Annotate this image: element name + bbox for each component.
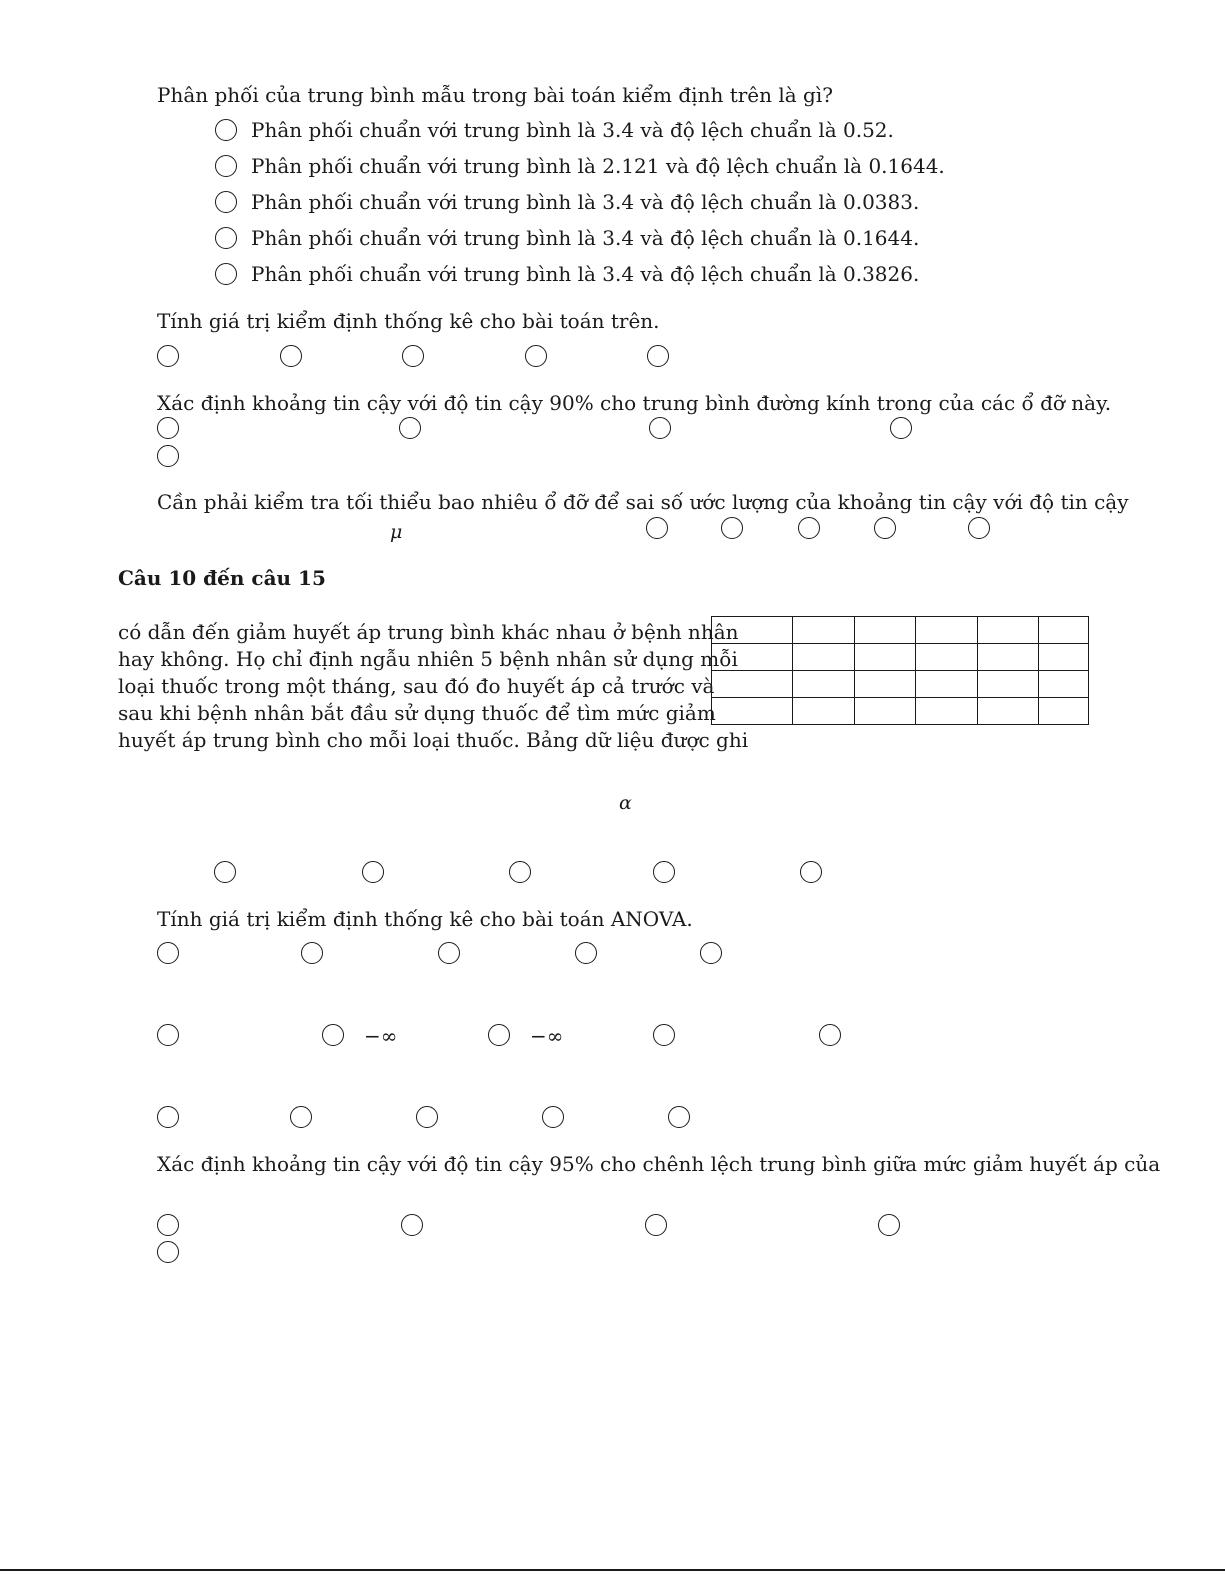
table-cell (978, 617, 1039, 644)
option-radio-2[interactable] (215, 155, 237, 177)
question-ci90-prompt: Xác định khoảng tin cậy với độ tin cậy 90% cho trung bình đường kính trong của các ổ đỡ này. (157, 391, 1112, 415)
anova-radio-4[interactable] (575, 942, 597, 964)
ci95-radio-3[interactable] (645, 1214, 667, 1236)
table-row (712, 644, 1089, 671)
sample-size-radio-5[interactable] (968, 517, 990, 539)
option-radio-5[interactable] (215, 263, 237, 285)
ci95-radio-4[interactable] (878, 1214, 900, 1236)
region-radio-2[interactable] (322, 1024, 344, 1046)
question-anova-prompt: Tính giá trị kiểm định thống kê cho bài toán ANOVA. (157, 907, 693, 931)
table-cell (916, 644, 978, 671)
table-cell (916, 698, 978, 725)
sample-size-radio-2[interactable] (721, 517, 743, 539)
ci95-radio-2[interactable] (401, 1214, 423, 1236)
hypothesis-radio-1[interactable] (214, 861, 236, 883)
paragraph-line: có dẫn đến giảm huyết áp trung bình khác nhau ở bệnh nhân (118, 620, 739, 644)
ci90-radio-2[interactable] (399, 417, 421, 439)
paragraph-line: loại thuốc trong một tháng, sau đó đo huyết áp cả trước và (118, 674, 715, 698)
test-statistic-radio-1[interactable] (157, 345, 179, 367)
conclusion-radio-3[interactable] (416, 1106, 438, 1128)
section-paragraph (118, 619, 749, 754)
table-cell (1039, 617, 1089, 644)
table-cell (712, 617, 793, 644)
conclusion-radio-1[interactable] (157, 1106, 179, 1128)
option-radio-3[interactable] (215, 191, 237, 213)
conclusion-radio-4[interactable] (542, 1106, 564, 1128)
table-cell (978, 698, 1039, 725)
sample-size-radio-4[interactable] (874, 517, 896, 539)
table-cell (793, 617, 855, 644)
option-label-1: Phân phối chuẩn với trung bình là 3.4 và độ lệch chuẩn là 0.52. (251, 118, 894, 142)
table-cell (855, 698, 916, 725)
option-label-4: Phân phối chuẩn với trung bình là 3.4 và độ lệch chuẩn là 0.1644. (251, 226, 920, 250)
region-radio-5[interactable] (819, 1024, 841, 1046)
page-bottom-rule (0, 1569, 1225, 1571)
test-statistic-radio-2[interactable] (280, 345, 302, 367)
table-cell (793, 671, 855, 698)
option-label-3: Phân phối chuẩn với trung bình là 3.4 và độ lệch chuẩn là 0.0383. (251, 190, 920, 214)
test-statistic-radio-5[interactable] (647, 345, 669, 367)
neg-infinity-label-1: −∞ (364, 1024, 398, 1048)
hypothesis-radio-2[interactable] (362, 861, 384, 883)
table-cell (1039, 644, 1089, 671)
question-ci95-prompt: Xác định khoảng tin cậy với độ tin cậy 95% cho chênh lệch trung bình giữa mức giảm huyết áp của (157, 1152, 1161, 1176)
table-cell (1039, 698, 1089, 725)
data-table (711, 616, 1089, 725)
table-cell (793, 644, 855, 671)
table-cell (712, 644, 793, 671)
option-radio-4[interactable] (215, 227, 237, 249)
table-cell (712, 698, 793, 725)
sample-size-radio-3[interactable] (798, 517, 820, 539)
question-sample-size-prompt: Cần phải kiểm tra tối thiểu bao nhiêu ổ đỡ để sai số ước lượng của khoảng tin cậy với độ tin cậy (157, 490, 1129, 514)
ci90-radio-5[interactable] (157, 445, 179, 467)
option-radio-1[interactable] (215, 119, 237, 141)
anova-radio-1[interactable] (157, 942, 179, 964)
neg-infinity-label-2: −∞ (530, 1024, 564, 1048)
option-label-2: Phân phối chuẩn với trung bình là 2.121 và độ lệch chuẩn là 0.1644. (251, 154, 945, 178)
table-cell (855, 617, 916, 644)
ci95-radio-5[interactable] (157, 1241, 179, 1263)
table-cell (855, 671, 916, 698)
test-statistic-radio-4[interactable] (525, 345, 547, 367)
anova-radio-5[interactable] (700, 942, 722, 964)
conclusion-radio-5[interactable] (668, 1106, 690, 1128)
table-cell (916, 671, 978, 698)
anova-radio-3[interactable] (438, 942, 460, 964)
region-radio-1[interactable] (157, 1024, 179, 1046)
question-test-statistic-prompt: Tính giá trị kiểm định thống kê cho bài toán trên. (157, 309, 660, 333)
test-statistic-radio-3[interactable] (402, 345, 424, 367)
table-cell (1039, 671, 1089, 698)
paragraph-line: huyết áp trung bình cho mỗi loại thuốc. Bảng dữ liệu được ghi (118, 728, 749, 752)
section-heading: Câu 10 đến câu 15 (118, 566, 326, 590)
table-cell (978, 671, 1039, 698)
hypothesis-radio-5[interactable] (800, 861, 822, 883)
ci90-radio-1[interactable] (157, 417, 179, 439)
mu-symbol: μ (390, 521, 403, 543)
sample-size-radio-1[interactable] (646, 517, 668, 539)
table-cell (855, 644, 916, 671)
conclusion-radio-2[interactable] (290, 1106, 312, 1128)
table-row (712, 671, 1089, 698)
ci95-radio-1[interactable] (157, 1214, 179, 1236)
alpha-symbol: α (619, 792, 632, 814)
table-cell (978, 644, 1039, 671)
table-cell (793, 698, 855, 725)
hypothesis-radio-3[interactable] (509, 861, 531, 883)
paragraph-line: sau khi bệnh nhân bắt đầu sử dụng thuốc để tìm mức giảm (118, 701, 716, 725)
region-radio-3[interactable] (488, 1024, 510, 1046)
region-radio-4[interactable] (653, 1024, 675, 1046)
paragraph-line: hay không. Họ chỉ định ngẫu nhiên 5 bệnh nhân sử dụng mỗi (118, 647, 738, 671)
ci90-radio-3[interactable] (649, 417, 671, 439)
option-label-5: Phân phối chuẩn với trung bình là 3.4 và độ lệch chuẩn là 0.3826. (251, 262, 920, 286)
table-row (712, 617, 1089, 644)
question-distribution-prompt: Phân phối của trung bình mẫu trong bài toán kiểm định trên là gì? (157, 83, 833, 107)
table-row (712, 698, 1089, 725)
hypothesis-radio-4[interactable] (653, 861, 675, 883)
table-cell (712, 671, 793, 698)
ci90-radio-4[interactable] (890, 417, 912, 439)
table-cell (916, 617, 978, 644)
anova-radio-2[interactable] (301, 942, 323, 964)
